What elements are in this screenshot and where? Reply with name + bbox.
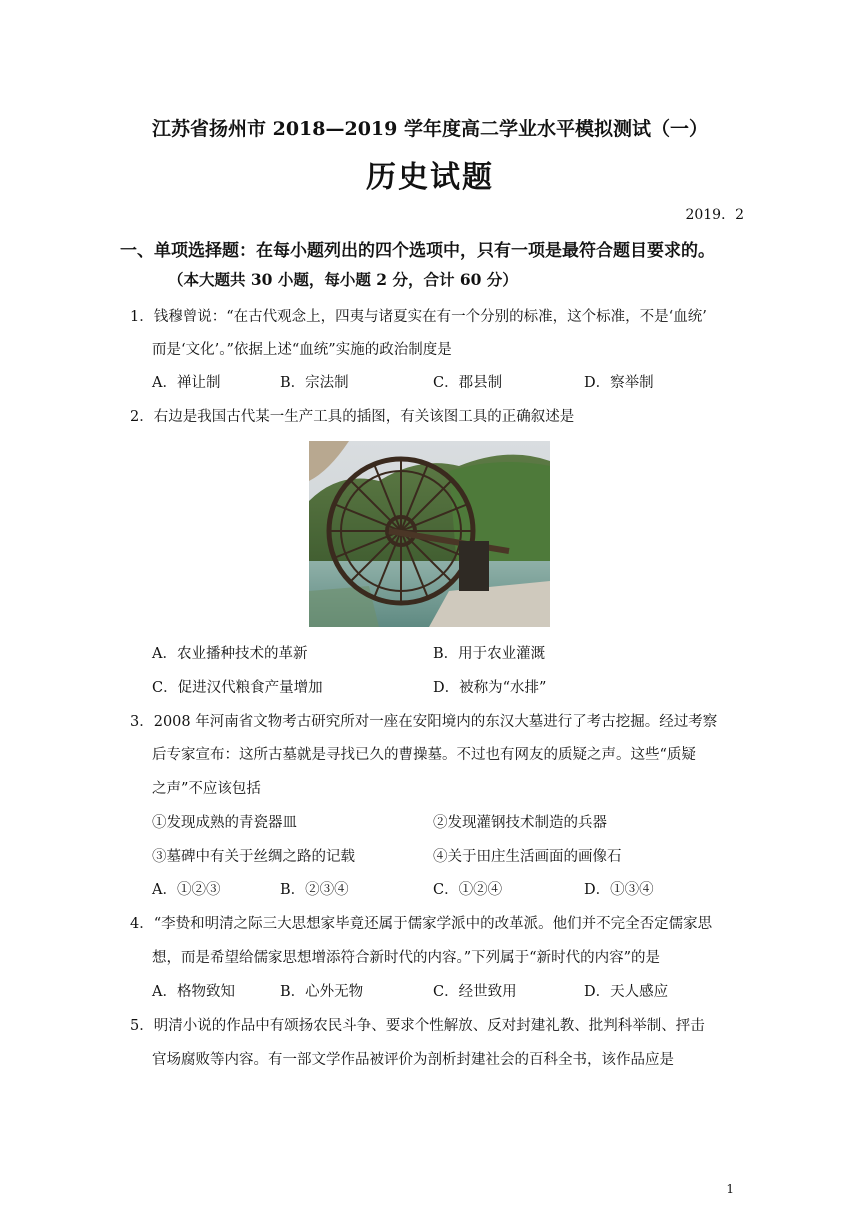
question-3-option-d: D．①③④ xyxy=(584,882,654,898)
question-1-option-c: C．郡县制 xyxy=(433,375,503,391)
question-3-option-a: A．①②③ xyxy=(152,882,221,898)
question-1-stem-line-2: 而是‘文化’。”依据上述“血统”实施的政治制度是 xyxy=(152,342,452,358)
question-3-item-3: ③墓碑中有关于丝绸之路的记载 xyxy=(152,849,355,865)
exam-header-title: 江苏省扬州市 2018—2019 学年度高二学业水平模拟测试（一） xyxy=(152,118,708,140)
question-4-stem-line-1: 4．“李贽和明清之际三大思想家毕竟还属于儒家学派中的改革派。他们并不完全否定儒家思 xyxy=(130,916,713,932)
waterwheel-illustration xyxy=(309,441,550,627)
question-3-option-c: C．①②④ xyxy=(433,882,503,898)
question-2-option-a: A．农业播种技术的革新 xyxy=(152,646,308,662)
page-number: 1 xyxy=(726,1182,734,1196)
question-2-option-b: B．用于农业灌溉 xyxy=(433,646,546,662)
question-3-item-4: ④关于田庄生活画面的画像石 xyxy=(433,849,622,865)
exam-date: 2019．2 xyxy=(685,207,744,223)
question-2-option-d: D．被称为“水排” xyxy=(433,680,547,696)
question-1-stem-line-1: 1．钱穆曾说：“在古代观念上，四夷与诸夏实在有一个分别的标准，这个标准，不是‘血统’ xyxy=(130,309,707,325)
question-3-option-b: B．②③④ xyxy=(280,882,349,898)
question-2-stem-line-1: 2．右边是我国古代某一生产工具的插图，有关该图工具的正确叙述是 xyxy=(130,409,575,425)
question-3-stem-line-2: 后专家宣布：这所古墓就是寻找已久的曹操墓。不过也有网友的质疑之声。这些“质疑 xyxy=(152,747,696,763)
question-1-option-d: D．察举制 xyxy=(584,375,654,391)
question-4-stem-line-2: 想，而是希望给儒家思想增添符合新时代的内容。”下列属于“新时代的内容”的是 xyxy=(152,950,660,966)
question-4-option-d: D．天人感应 xyxy=(584,984,669,1000)
question-4-option-c: C．经世致用 xyxy=(433,984,517,1000)
question-3-stem-line-1: 3．2008 年河南省文物考古研究所对一座在安阳境内的东汉大墓进行了考古挖掘。经过考察 xyxy=(130,714,718,730)
question-4-option-a: A．格物致知 xyxy=(152,984,235,1000)
question-3-stem-line-3: 之声”不应该包括 xyxy=(152,781,261,797)
question-3-item-1: ①发现成熟的青瓷器皿 xyxy=(152,815,297,831)
question-4-option-b: B．心外无物 xyxy=(280,984,364,1000)
question-1-option-b: B．宗法制 xyxy=(280,375,349,391)
section-subtitle: （本大题共 30 小题，每小题 2 分，合计 60 分） xyxy=(168,270,518,289)
question-1-option-a: A．禅让制 xyxy=(152,375,221,391)
question-2-option-c: C．促进汉代粮食产量增加 xyxy=(152,680,323,696)
question-5-stem-line-1: 5．明清小说的作品中有颂扬农民斗争、要求个性解放、反对封建礼教、批判科举制、抨击 xyxy=(130,1018,705,1034)
question-5-stem-line-2: 官场腐败等内容。有一部文学作品被评价为剖析封建社会的百科全书，该作品应是 xyxy=(152,1052,674,1068)
question-3-item-2: ②发现灌钢技术制造的兵器 xyxy=(433,815,607,831)
section-title: 一、单项选择题：在每小题列出的四个选项中，只有一项是最符合题目要求的。 xyxy=(120,241,715,261)
page-title: 历史试题 xyxy=(366,160,494,195)
